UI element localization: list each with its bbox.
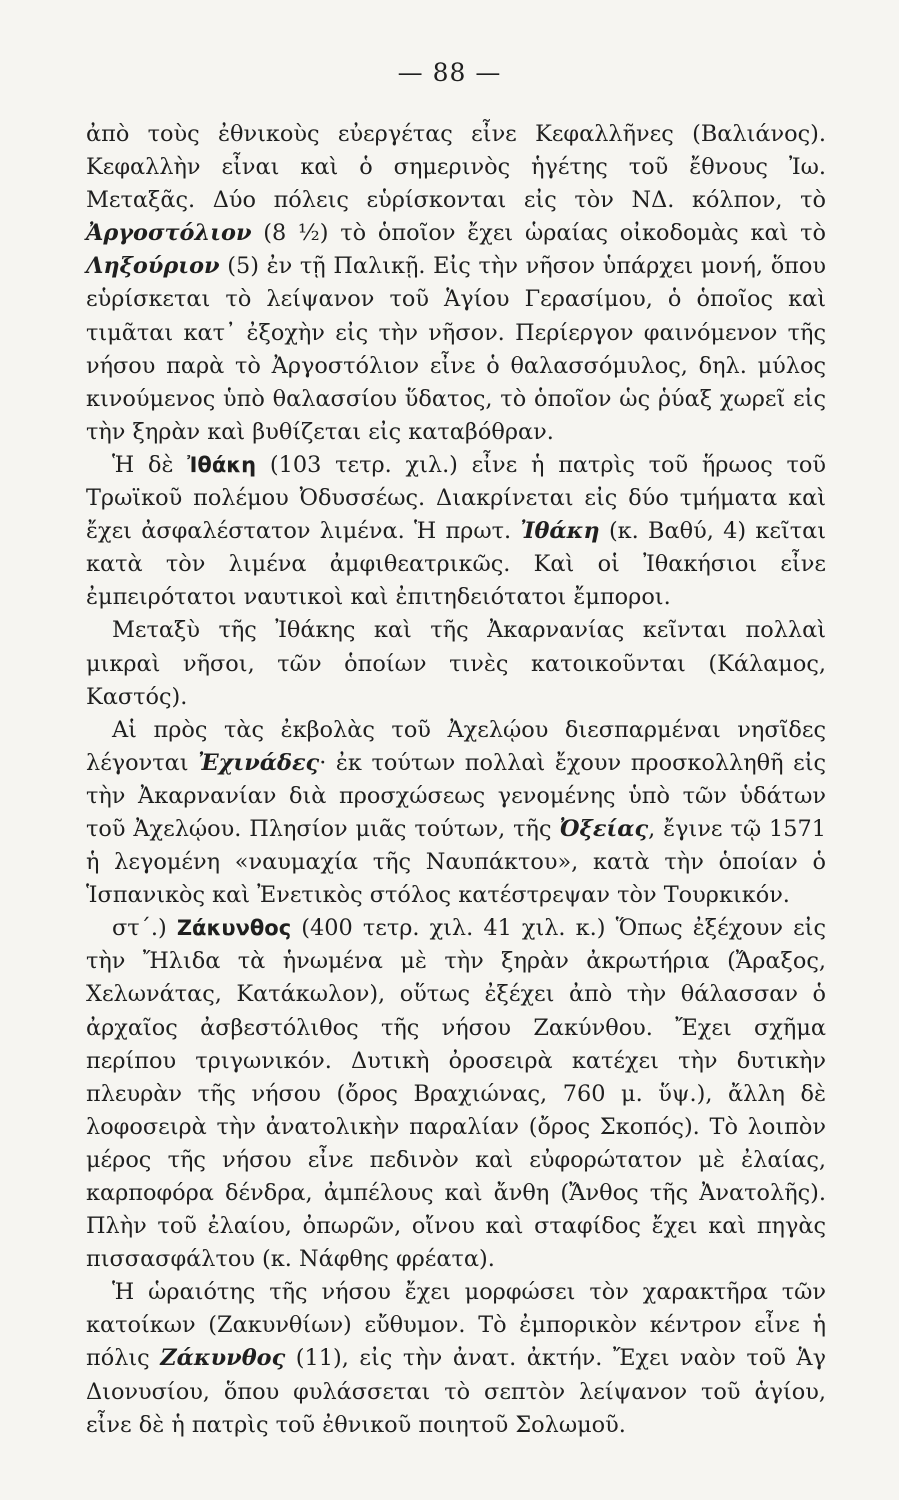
page-number: — 88 — (397, 58, 502, 87)
text-run: , ἔγινε τῷ 1571 ἡ λεγομένη «ναυμαχία τῆς Ναυπάκτου», κατὰ τὴν ὁποίαν ὁ Ἱσπανικὸς καὶ Ἐνετικὸς στόλος κατέστρεψαν τὸν Τουρκικόν. (86, 815, 826, 909)
place-name: Ὀξείας (559, 815, 649, 842)
text-run: (5) ἐν τῇ Παλικῇ. Εἰς τὴν νῆσον ὑπάρχει μονή, ὅπου εὑρίσκεται τὸ λείψανον τοῦ Ἁγίου Γερασίμου, ὁ ὁποῖος καὶ τιμᾶται κατ᾽ ἐξοχὴν εἰς τὴν νῆσον. Περίεργον φαινόμενον τῆς νήσου παρὰ τὸ Ἀργοστόλιον εἶνε ὁ θαλασσόμυλος, δηλ. μύλος κινούμενος ὑπὸ θαλασσίου ὕδατος, τὸ ὁποῖον ὡς ῥύαξ χωρεῖ εἰς τὴν ξηρὰν καὶ βυθίζεται εἰς καταβόθραν. (86, 253, 826, 445)
place-name: Ἀργοστόλιον (86, 220, 252, 247)
paragraph (86, 714, 826, 913)
paragraph (86, 118, 826, 449)
paragraph (86, 449, 826, 614)
text-run: ἀπὸ τοὺς ἐθνικοὺς εὐεργέτας εἶνε Κεφαλλῆνες (Βαλιάνος). Κεφαλλὴν εἶναι καὶ ὁ σημερινὸς ἡγέτης τοῦ ἔθνους Ἰω. Μεταξᾶς. Δύο πόλεις εὑρίσκονται εἰς τὸν ΝΔ. κόλπον, τὸ (86, 121, 826, 214)
body-text (86, 118, 826, 1442)
text-run: Μεταξὺ τῆς Ἰθάκης καὶ τῆς Ἀκαρνανίας κεῖνται πολλαὶ μικραὶ νῆσοι, τῶν ὁποίων τινὲς κατοικοῦνται (Κάλαμος, Καστός). (86, 617, 826, 710)
text-run: στ´.) (112, 915, 177, 942)
place-name: Ἰθάκη (187, 452, 257, 477)
text-run: (11), εἰς τὴν ἀνατ. ἀκτήν. Ἔχει ναὸν τοῦ Ἁγ Διονυσίου, ὅπου φυλάσσεται τὸ σεπτὸν λείψανον τοῦ ἁγίου, εἶνε δὲ ἡ πατρὶς τοῦ ἐθνικοῦ ποιητοῦ Σολωμοῦ. (86, 1345, 826, 1438)
place-name: Ληξούριον (86, 253, 220, 280)
text-run: (κ. Βαθύ, 4) κεῖται κατὰ τὸν λιμένα ἀμφιθεατρικῶς. Καὶ οἱ Ἰθακήσιοι εἶνε ἐμπειρότατοι ναυτικοὶ καὶ ἐπιτηδειότατοι ἔμποροι. (86, 518, 827, 611)
paragraph (86, 614, 826, 713)
place-name: Ζάκυνθος (160, 1345, 286, 1372)
place-name: Ἐχινάδες (198, 749, 320, 776)
text-run: (103 τετρ. χιλ.) εἶνε ἡ πατρὶς τοῦ ἥρωος τοῦ Τρωϊκοῦ πολέμου Ὀδυσσέως. Διακρίνεται εἰς δύο τμήματα καὶ ἔχει ἀσφαλέστατον λιμένα. Ἡ πρωτ. (86, 451, 826, 545)
place-name: Ἰθάκη (520, 518, 600, 545)
place-name: Ζάκυνθος (176, 916, 292, 941)
paragraph (86, 912, 826, 1276)
text-run: Ἡ δὲ (112, 451, 188, 478)
text-run: (400 τετρ. χιλ. 41 χιλ. κ.) Ὅπως ἐξέχουν εἰς τὴν Ἤλιδα τὰ ἡνωμένα μὲ τὴν ξηρὰν ἀκρωτήρια (Ἄραξος, Χελωνάτας, Κατάκωλον), οὕτως ἐξέχει ἀπὸ τὴν θάλασσαν ὁ ἀρχαῖος ἀσβεστόλιθος τῆς νήσου Ζακύνθου. Ἔχει σχῆμα περίπου τριγωνικόν. Δυτικὴ ὀροσειρὰ κατέχει τὴν δυτικὴν πλευρὰν τῆς νήσου (ὄρος Βραχιώνας, 760 μ. ὕψ.), ἄλλη δὲ λοφοσειρὰ τὴν ἀνατολικὴν παραλίαν (ὄρος Σκοπός). Τὸ λοιπὸν μέρος τῆς νήσου εἶνε πεδινὸν καὶ εὐφορώτατον μὲ ἐλαίας, καρποφόρα δένδρα, ἀμπέλους καὶ ἄνθη (Ἄνθος τῆς Ἀνατολῆς). Πλὴν τοῦ ἐλαίου, ὀπωρῶν, οἴνου καὶ σταφίδος ἔχει καὶ πηγὰς πισσασφάλτου (κ. Νάφθης φρέατα). (86, 915, 826, 1273)
text-run: (8 ½) τὸ ὁποῖον ἔχει ὡραίας οἰκοδομὰς καὶ τὸ (251, 220, 826, 247)
text-run: Αἱ πρὸς τὰς ἐκβολὰς τοῦ Ἀχελῴου διεσπαρμέναι νησῖδες λέγονται (86, 716, 826, 776)
text-run: Ἡ ὡραιότης τῆς νήσου ἔχει μορφώσει τὸν χαρακτῆρα τῶν κατοίκων (Ζακυνθίων) εὔθυμον. Τὸ ἐμπορικὸν κέντρον εἶνε ἡ πόλις (86, 1279, 826, 1372)
text-run: · ἐκ τούτων πολλαὶ ἔχουν προσκολληθῆ εἰς τὴν Ἀκαρνανίαν διὰ προσχώσεως γενομένης ὑπὸ τῶν ὑδάτων τοῦ Ἀχελῴου. Πλησίον μιᾶς τούτων, τῆς (86, 749, 827, 842)
paragraph (86, 1276, 826, 1441)
